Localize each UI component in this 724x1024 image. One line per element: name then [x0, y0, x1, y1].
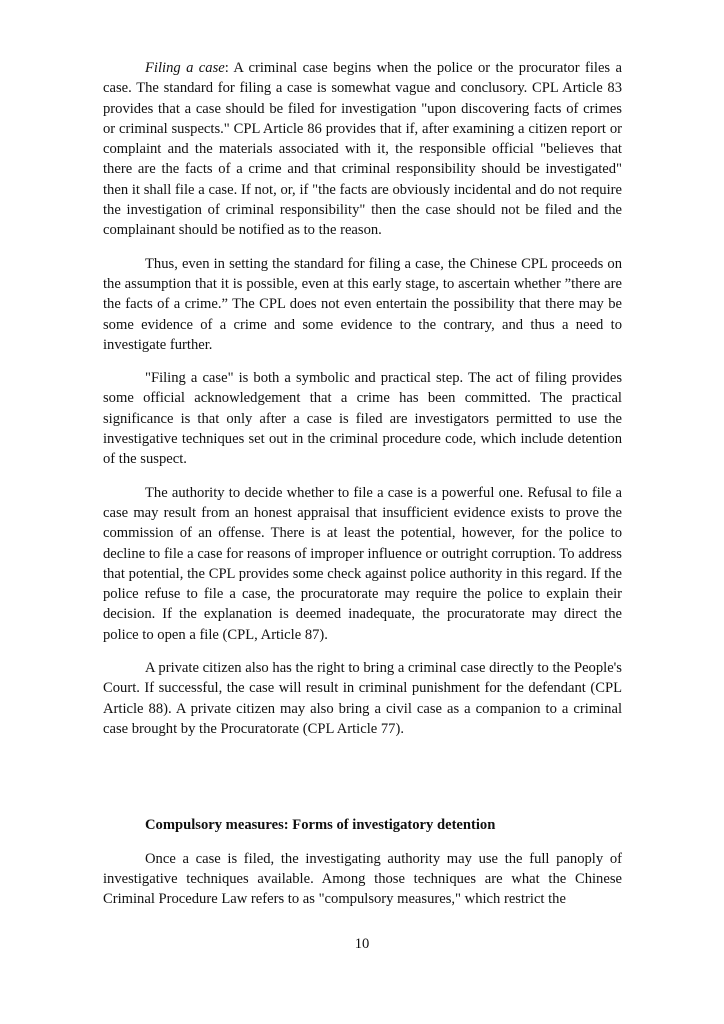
page-number: 10 [354, 936, 370, 952]
text-block [103, 58, 622, 922]
paragraph-private-citizen: A private citizen also has the right to bring a criminal case directly to the People's Court. If successful, the case will result in criminal punishment for the defendant (CPL Article 88). A private citizen may also bring a civil case as a companion to a criminal case brought by the Procuratorate (CPL Article 77). [103, 660, 622, 737]
paragraph-symbolic-practical-step: "Filing a case" is both a symbolic and practical step. The act of filing provides some official acknowledgement that a crime has been committed. The practical significance is that only after a case is filed are investigators permitted to use the investigative techniques set out in the criminal procedure code, which include detention of the suspect. [103, 370, 622, 468]
paragraph-standard-assumption: Thus, even in setting the standard for filing a case, the Chinese CPL proceeds on the assumption that it is possible, even at this early stage, to ascertain whether ”there are the facts of a crime.” The CPL does not even entertain the possibility that there may be some evidence of a crime and some evidence to the contrary, and thus a need to investigate further. [103, 255, 622, 353]
italic-lead-filing-a-case: Filing a case [145, 60, 225, 76]
paragraph-filing-a-case [103, 58, 622, 241]
paragraph-case-filed-techniques: Once a case is filed, the investigating authority may use the full panoply of investigative techniques available. Among those techniques are what the Chinese Criminal Procedure Law refers to as "compulsory measures," which restrict the [103, 850, 622, 908]
paragraph-authority-to-file: The authority to decide whether to file a case is a powerful one. Refusal to file a case may result from an honest appraisal that insufficient evidence exists to prove the commission of an offense. There is at least the potential, however, for the police to decline to file a case for reasons of improper influence or outright corruption. To address that potential, the CPL provides some check against police authority in this regard. If the police refuse to file a case, the procuratorate may require the police to explain their decision. If the explanation is deemed inadequate, the procuratorate may direct the police to open a file (CPL, Article 87). [103, 484, 622, 643]
paragraph-filing-a-case-body: : A criminal case begins when the police or the procurator files a case. The standard for filing a case is somewhat vague and conclusory. CPL Article 83 provides that a case should be filed for investigation "upon discovering facts of crimes or criminal suspects." CPL Article 86 provides that if, after examining a citizen report or complaint and the materials associated with it, the responsible official "believes that there are the facts of a crime and that criminal responsibility should be investigated" then it shall file a case. If not, or, if "the facts are obviously incidental and do not require the investigation of criminal responsibility" then the case should not be filed and the complainant should be notified as to the reason. [103, 60, 622, 239]
section-heading-compulsory-measures: Compulsory measures: Forms of investigatory detention [145, 817, 496, 834]
